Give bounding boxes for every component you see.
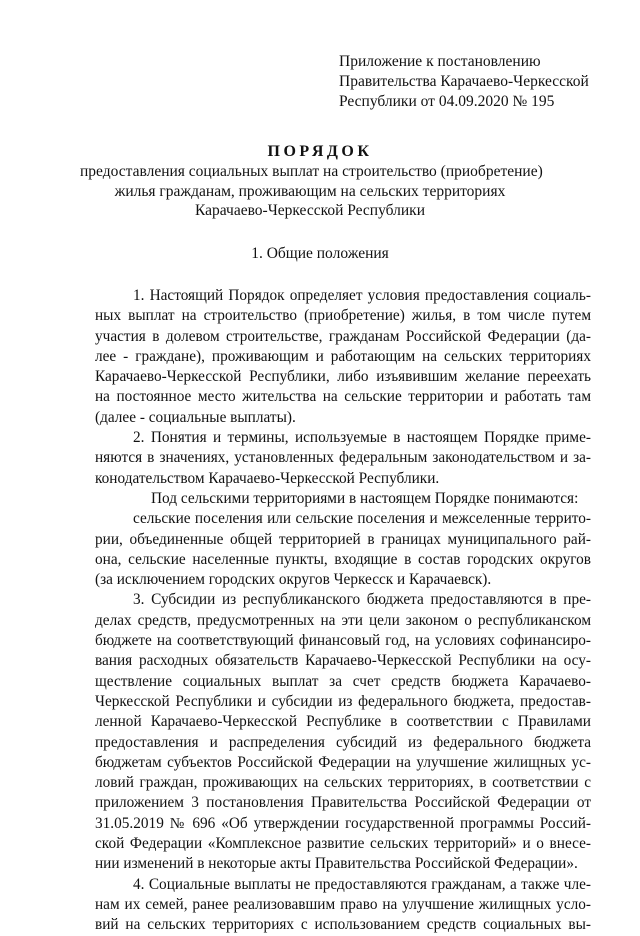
section-heading: 1. Общие положения [251,245,389,262]
body-line: вания расходных обязательств Карачаево-Черкесской Республики на осу- [95,652,591,670]
body-line: ленной Карачаево-Черкесской Республике в соответствии с Правилами [95,713,591,731]
body-line: сельские поселения или сельские поселения и межселенные террито- [133,510,591,528]
body-line: няются в значениях, установленных федеральным законодательством и за- [95,449,591,467]
body-line: нии изменений в некоторые акты Правительства Российской Федерации». [95,855,578,873]
body-line: (за исключением городских округов Черкесск и Карачаевск). [95,571,492,589]
body-line: 3. Субсидии из республиканского бюджета предоставляются в пре- [133,591,591,609]
body-line: 2. Понятия и термины, используемые в настоящем Порядке приме- [133,429,591,447]
body-line: участия в долевом строительстве, гражданам Российской Федерации (да- [95,327,591,345]
document-subtitle [80,162,543,221]
body-line: Под сельскими территориями в настоящем Порядке понимаются: [151,489,579,507]
body-line: делах средств, предусмотренных на эти цели законом о республиканском [95,611,591,629]
body-line: предоставления и распределения субсидий из федерального бюджета [95,733,591,751]
subtitle-line-3: Карачаево-Черкесской Республики [195,202,425,219]
body-line: лее - граждане), проживающим и работающим на сельских территориях [95,347,591,365]
body-line: ловий граждан, проживающих на сельских территориях, в соответствии с [95,774,591,792]
body-line: приложением 3 постановления Правительства Российской Федерации от [95,794,591,812]
body-line: (далее - социальные выплаты). [95,408,296,426]
body-line: ской Федерации «Комплексное развитие сельских территорий» и о внесе- [95,835,591,853]
annex-line-2: Правительства Карачаево-Черкесской [339,73,589,90]
body-line: ществление социальных выплат за счет средств бюджета Карачаево- [95,672,591,690]
body-text [95,286,591,936]
body-line: Черкесской Республики и субсидии из федерального бюджета, предостав- [95,692,591,710]
subtitle-line-2: жилья гражданам, проживающим на сельских территориях [114,182,506,200]
body-line: рии, объединенные общей территорией в границах муниципального рай- [95,530,591,548]
body-line: бюджетам субъектов Российской Федерации на улучшение жилищных ус- [95,753,591,771]
body-line: она, сельские населенные пункты, входящие в состав городских округов [95,550,591,568]
body-line: бюджете на соответствующий финансовый год, на условиях софинансиро- [95,632,591,650]
body-line: ных выплат на строительство (приобретение) жилья, в том числе путем [95,307,591,325]
subtitle-line-1: предоставления социальных выплат на строительство (приобретение) [80,163,543,180]
annex-line-1: Приложение к постановлению [339,53,541,70]
body-line: конодательством Карачаево-Черкесской Республики. [95,469,440,487]
body-line: на постоянное место жительства на сельские территории и работать там [95,388,591,406]
annex-line-3: Республики от 04.09.2020 № 195 [339,93,555,110]
body-line: нам их семей, ранее реализовавшим право на улучшение жилищных усло- [95,895,591,913]
document-title: ПОРЯДОК [267,143,373,160]
body-line: 1. Настоящий Порядок определяет условия предоставления социаль- [133,287,591,304]
body-line: 31.05.2019 № 696 «Об утверждении государственной программы Россий- [95,814,591,832]
body-line: вий на сельских территориях с использованием средств социальных вы- [95,916,591,934]
body-line: Карачаево-Черкесской Республики, либо изъявившим желание переехать [95,368,591,386]
annex-header [339,52,619,112]
body-line: 4. Социальные выплаты не предоставляются гражданам, а также чле- [133,875,591,893]
